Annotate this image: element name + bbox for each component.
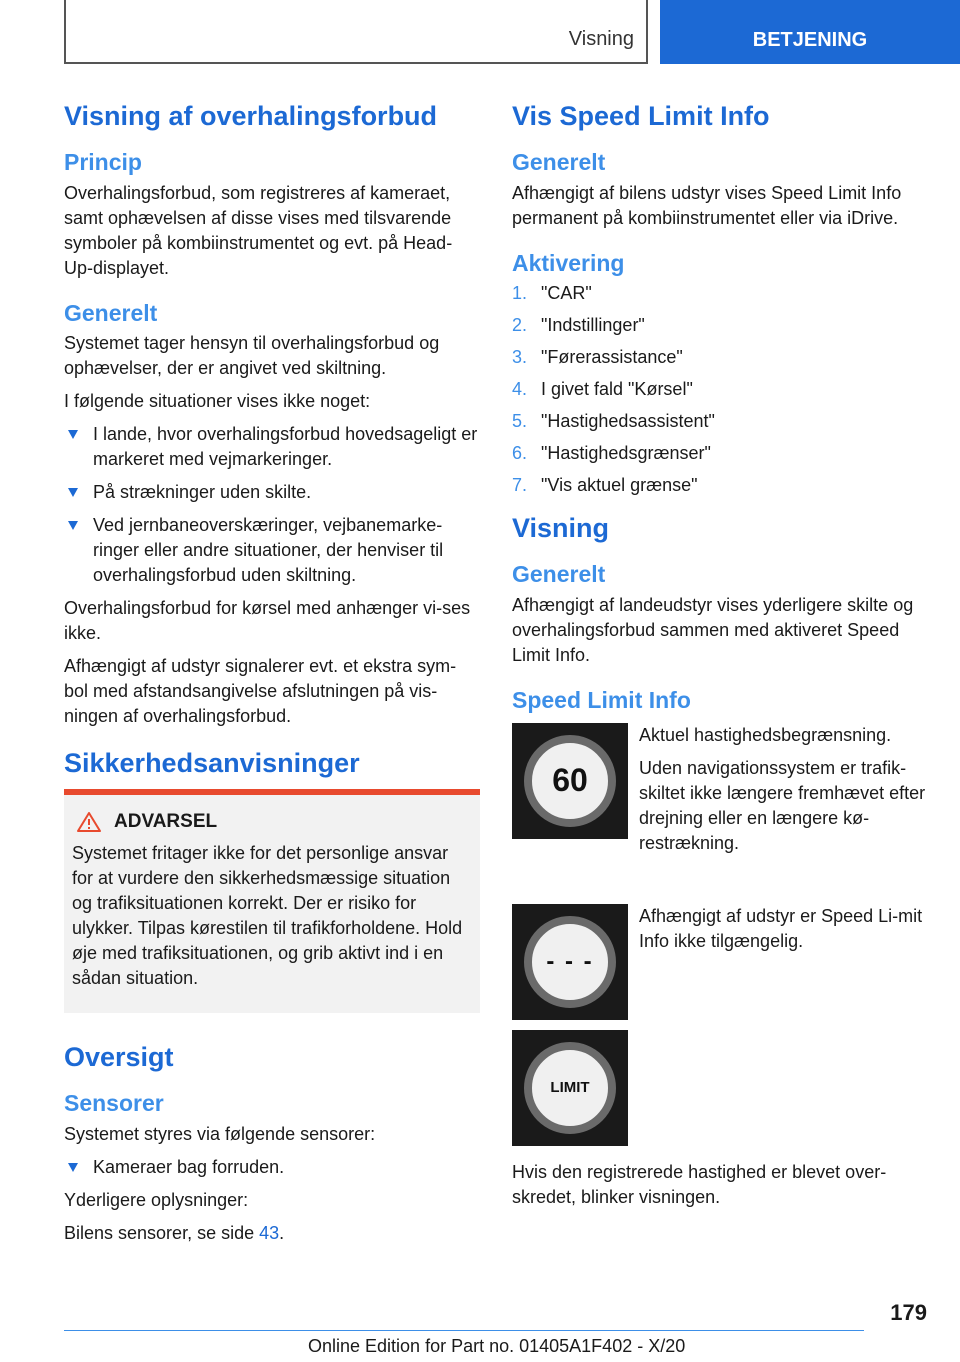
- general-heading-right: Generelt: [512, 148, 606, 175]
- warning-title: [72, 811, 472, 833]
- chapter-tab[interactable]: BETJENING: [660, 0, 960, 64]
- principle-heading: Princip: [64, 148, 142, 175]
- more-info-text: Bilens sensorer, se side 43.: [64, 1222, 285, 1243]
- general-text-2: I følgende situationer vises ikke noget:: [64, 391, 371, 412]
- warning-triangle-icon: [76, 811, 102, 833]
- general-text-1: Systemet tager hensyn til overhalingsforbud og ophævelser, der er angivet ved skiltning.: [64, 333, 440, 379]
- edition-info: Online Edition for Part no. 01405A1F402 - X/20: [308, 1336, 686, 1356]
- general-text-4: Afhængigt af udstyr signalerer evt. et ekstra sym-bol med afstandsangivelse afslutningen på vis-ningen af overhalingsforbud.: [64, 656, 457, 727]
- list-item: I lande, hvor overhalingsforbud hovedsageligt er markeret med vejmarkeringer.: [64, 422, 480, 472]
- page-reference-link[interactable]: 43: [259, 1222, 280, 1243]
- activation-steps: [512, 281, 928, 498]
- sign-limit-row: [512, 1030, 928, 1146]
- left-column: [64, 100, 480, 1254]
- speed-sign-unavailable-icon: - - -: [512, 904, 628, 1020]
- display-general-heading: Generelt: [512, 561, 606, 587]
- situation-list: [64, 422, 480, 588]
- sign-60-text-1: Aktuel hastighedsbegrænsning.: [639, 724, 892, 745]
- sign-dash-text: Afhængigt af udstyr er Speed Li-mit Info ikke tilgængelig.: [639, 905, 923, 951]
- sign-60-text-2: Uden navigationssystem er trafik-skiltet ikke længere fremhævet efter drejning eller en længere kø-restrækning.: [639, 757, 926, 853]
- footer-divider: [64, 1330, 864, 1331]
- sli-heading: Speed Limit Info: [512, 686, 691, 713]
- step-item: 4. I givet fald "Kørsel": [512, 379, 693, 400]
- more-info-label: Yderligere oplysninger:: [64, 1189, 249, 1210]
- speed-sign-limit-icon: LIMIT: [512, 1030, 628, 1146]
- page-number: 179: [890, 1300, 927, 1325]
- general-section-left: [64, 299, 480, 730]
- sensors-list: [64, 1155, 480, 1180]
- bullet-triangle-icon: [68, 1163, 78, 1172]
- step-item: 5. "Hastighedsassistent": [512, 411, 715, 432]
- step-item: 7. "Vis aktuel grænse": [512, 475, 698, 496]
- activation-heading: Aktivering: [512, 249, 625, 276]
- section-title-speed-limit: Vis Speed Limit Info: [512, 101, 770, 131]
- bullet-triangle-icon: [68, 430, 78, 439]
- warning-box: [64, 789, 480, 1013]
- sensors-heading: Sensorer: [64, 1089, 164, 1116]
- general-section-right: [512, 148, 928, 231]
- sign-dash-row: [512, 904, 928, 1020]
- general-text-right: Afhængigt af bilens udstyr vises Speed Limit Info permanent på kombiinstrumentet eller via iDrive.: [512, 182, 902, 228]
- principle-text: Overhalingsforbud, som registreres af kameraet, samt ophævelsen af disse vises med tilsvarende symboler på kombiinstrumentet og evt. på Head-Up-displayet.: [64, 182, 453, 278]
- header-section-label: Visning: [568, 28, 634, 50]
- safety-title: Sikkerhedsanvisninger: [64, 748, 360, 779]
- final-text: Hvis den registrerede hastighed er blevet over-skredet, blinker visningen.: [512, 1161, 887, 1207]
- bullet-triangle-icon: [68, 521, 78, 530]
- display-title: Visning: [512, 513, 610, 544]
- bullet-triangle-icon: [68, 488, 78, 497]
- sensors-text: Systemet styres via følgende sensorer:: [64, 1123, 376, 1144]
- warning-text: Systemet fritager ikke for det personlige ansvar for at vurdere den sikkerhedsmæssige situation og trafiksituationen korrekt. Der er risiko for ulykker. Tilpas kørestilen til trafikforholdene. Hold øje med trafiksituationen, og grib aktivt ind i en sådan situation.: [72, 843, 463, 988]
- list-item: På strækninger uden skilte.: [64, 480, 480, 505]
- overview-title: Oversigt: [64, 1042, 174, 1072]
- principle-section: [64, 148, 480, 281]
- section-title-overtaking: Visning af overhalingsforbud: [64, 101, 438, 131]
- step-item: 1. "CAR": [512, 283, 592, 304]
- header-frame: [64, 0, 648, 64]
- step-item: 3. "Førerassistance": [512, 347, 683, 368]
- sign-60-row: [512, 723, 928, 864]
- display-general-section: [512, 560, 928, 668]
- speed-sign-60-icon: 60: [512, 723, 628, 839]
- step-item: 2. "Indstillinger": [512, 315, 645, 336]
- general-text-3: Overhalingsforbud for kørsel med anhænger vi-ses ikke.: [64, 598, 471, 644]
- display-general-text: Afhængigt af landeudstyr vises yderligere skilte og overhalingsforbud sammen med aktiveret Speed Limit Info.: [512, 594, 914, 665]
- step-item: 6. "Hastighedsgrænser": [512, 443, 711, 464]
- list-item: Ved jernbaneoverskæringer, vejbanemarke-ringer eller andre situationer, der henviser til overhalingsforbud uden skiltning.: [64, 513, 480, 588]
- list-item: Kameraer bag forruden.: [64, 1155, 480, 1180]
- right-column: [512, 100, 928, 1218]
- warning-label: ADVARSEL: [114, 811, 218, 832]
- general-heading-left: Generelt: [64, 299, 158, 326]
